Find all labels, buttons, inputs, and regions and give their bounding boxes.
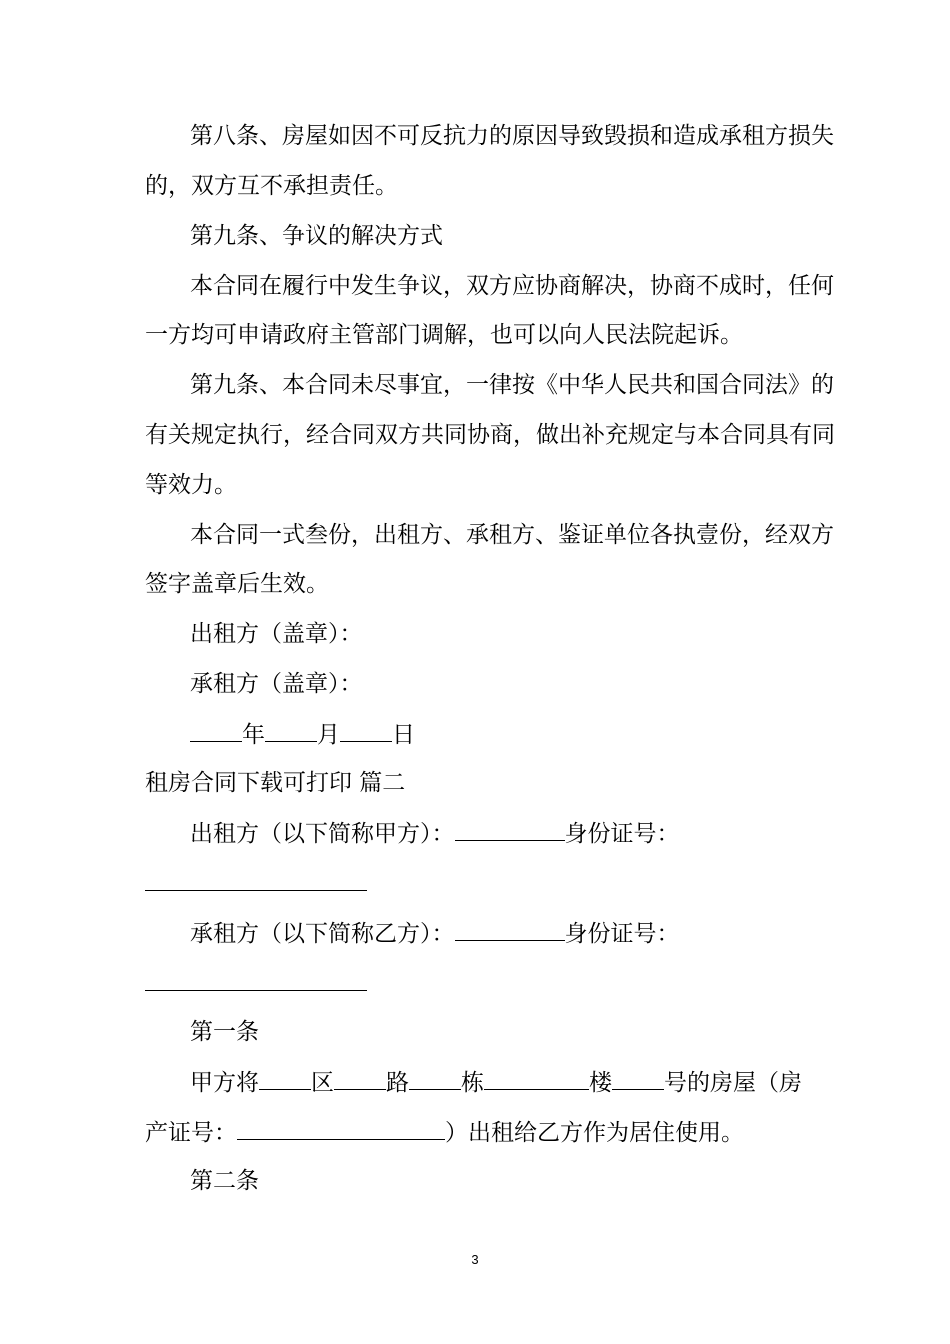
article-9b-line-3: 等效力。 xyxy=(145,472,237,498)
district-label: 区 xyxy=(311,1070,334,1096)
year-blank xyxy=(190,719,242,742)
section-2-title: 租房合同下载可打印 篇二 xyxy=(145,770,406,796)
party-a-name-blank xyxy=(455,818,565,841)
road-blank xyxy=(334,1067,386,1090)
article-8-line-2: 的，双方互不承担责任。 xyxy=(145,173,398,199)
article-1-prefix: 甲方将 xyxy=(190,1070,259,1096)
lessor-seal-label: 出租方（盖章）： xyxy=(190,621,363,647)
floor-blank xyxy=(484,1067,589,1090)
certificate-suffix: ）出租给乙方作为居住使用。 xyxy=(445,1120,744,1146)
article-9-body-line-1: 本合同在履行中发生争议，双方应协商解决，协商不成时，任何 xyxy=(190,273,834,299)
number-blank xyxy=(612,1067,664,1090)
page-number: 3 xyxy=(471,1252,479,1267)
party-b-label: 承租方（以下简称乙方）： xyxy=(190,921,455,947)
article-8-line-1: 第八条、房屋如因不可反抗力的原因导致毁损和造成承租方损失 xyxy=(190,123,834,149)
certificate-blank xyxy=(237,1117,445,1140)
day-blank xyxy=(340,719,392,742)
party-b-id-blank xyxy=(145,990,367,991)
party-a-line xyxy=(190,818,680,849)
certificate-label: 产证号： xyxy=(145,1120,237,1146)
building-label: 栋 xyxy=(461,1070,484,1096)
article-1-line-1 xyxy=(190,1067,802,1098)
building-blank xyxy=(409,1067,461,1090)
lessee-seal-label: 承租方（盖章）： xyxy=(190,671,363,697)
article-9b-line-1: 第九条、本合同未尽事宜，一律按《中华人民共和国合同法》的 xyxy=(190,372,834,398)
article-9-body-line-2: 一方均可申请政府主管部门调解，也可以向人民法院起诉。 xyxy=(145,322,743,348)
party-a-label: 出租方（以下简称甲方）： xyxy=(190,821,455,847)
copies-line-2: 签字盖章后生效。 xyxy=(145,571,329,597)
floor-label: 楼 xyxy=(589,1070,612,1096)
day-label: 日 xyxy=(392,722,415,748)
road-label: 路 xyxy=(386,1070,409,1096)
article-1-line-2 xyxy=(145,1117,744,1148)
party-b-id-label: 身份证号： xyxy=(564,921,680,947)
number-suffix: 号的房屋（房 xyxy=(664,1070,802,1096)
month-label: 月 xyxy=(317,722,340,748)
signature-date-line xyxy=(190,719,415,750)
article-9-heading: 第九条、争议的解决方式 xyxy=(190,223,443,249)
party-b-line xyxy=(190,918,680,949)
article-1-heading: 第一条 xyxy=(190,1019,259,1045)
month-blank xyxy=(265,719,317,742)
copies-line-1: 本合同一式叁份，出租方、承租方、鉴证单位各执壹份，经双方 xyxy=(190,522,834,548)
district-blank xyxy=(259,1067,311,1090)
year-label: 年 xyxy=(242,722,265,748)
article-2-heading: 第二条 xyxy=(190,1168,259,1194)
party-b-name-blank xyxy=(455,918,565,941)
party-a-id-blank xyxy=(145,890,367,891)
article-9b-line-2: 有关规定执行，经合同双方共同协商，做出补充规定与本合同具有同 xyxy=(145,422,835,448)
party-a-id-label: 身份证号： xyxy=(564,821,680,847)
